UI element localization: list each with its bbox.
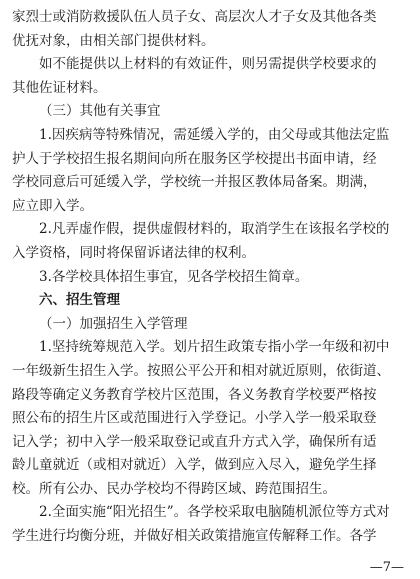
section-subheading: （一）加强招生入学管理 [39, 315, 188, 332]
text-line: 路段等确定义务教育学校片区范围，各义务教育学校要严格按 [12, 386, 377, 403]
section-subheading: （三）其他有关事宜 [39, 103, 161, 120]
text-line: 2.全面实施“阳光招生”。各学校采取电脑随机派位等方式对 [39, 504, 390, 521]
text-line: 其他佐证材料。 [12, 79, 107, 96]
text-line: 一年级新生招生入学。按照公平公开和相对就近原则，依街道、 [12, 362, 390, 379]
text-line: 龄儿童就近（或相对就近）入学，做到应入尽入，避免学生择 [12, 457, 377, 474]
text-line: 学校同意后可延缓入学，学校统一并报区教体局备案。期满， [12, 174, 377, 191]
text-line: 3.各学校具体招生事宜，见各学校招生简章。 [39, 268, 309, 285]
text-line: 入学资格，同时将保留诉诸法律的权利。 [12, 244, 255, 261]
text-line: 2.凡弄虚作假，提供虚假材料的，取消学生在该报名学校的 [39, 221, 390, 238]
text-line: 家烈士或消防救援队伍人员子女、高层次人才子女及其他各类 [12, 9, 377, 25]
text-line: 学生进行均衡分班，并做好相关政策措施宣传解释工作。各学 [12, 528, 377, 545]
text-line: 应立即入学。 [12, 197, 93, 214]
text-line: 1.坚持统筹规范入学。划片招生政策专指小学一年级和初中 [39, 339, 390, 356]
text-line: 照公布的招生片区或范围进行入学登记。小学入学一般采取登 [12, 410, 377, 427]
text-line: 1.因疾病等特殊情况，需延缓入学的，由父母或其他法定监 [39, 126, 390, 143]
section-heading: 六、招生管理 [39, 292, 120, 309]
text-line: 护人于学校招生报名期间向所在服务区学校提出书面申请，经 [12, 150, 377, 167]
page-number: —7— [369, 560, 404, 575]
text-line: 校。所有公办、民办学校均不得跨区域、跨范围招生。 [12, 480, 336, 497]
text-line: 优抚对象，由相关部门提供材料。 [12, 32, 215, 49]
text-line: 记入学；初中入学一般采取登记或直升方式入学，确保所有适 [12, 433, 377, 450]
text-line: 如不能提供以上材料的有效证件，则另需提供学校要求的 [39, 56, 377, 73]
